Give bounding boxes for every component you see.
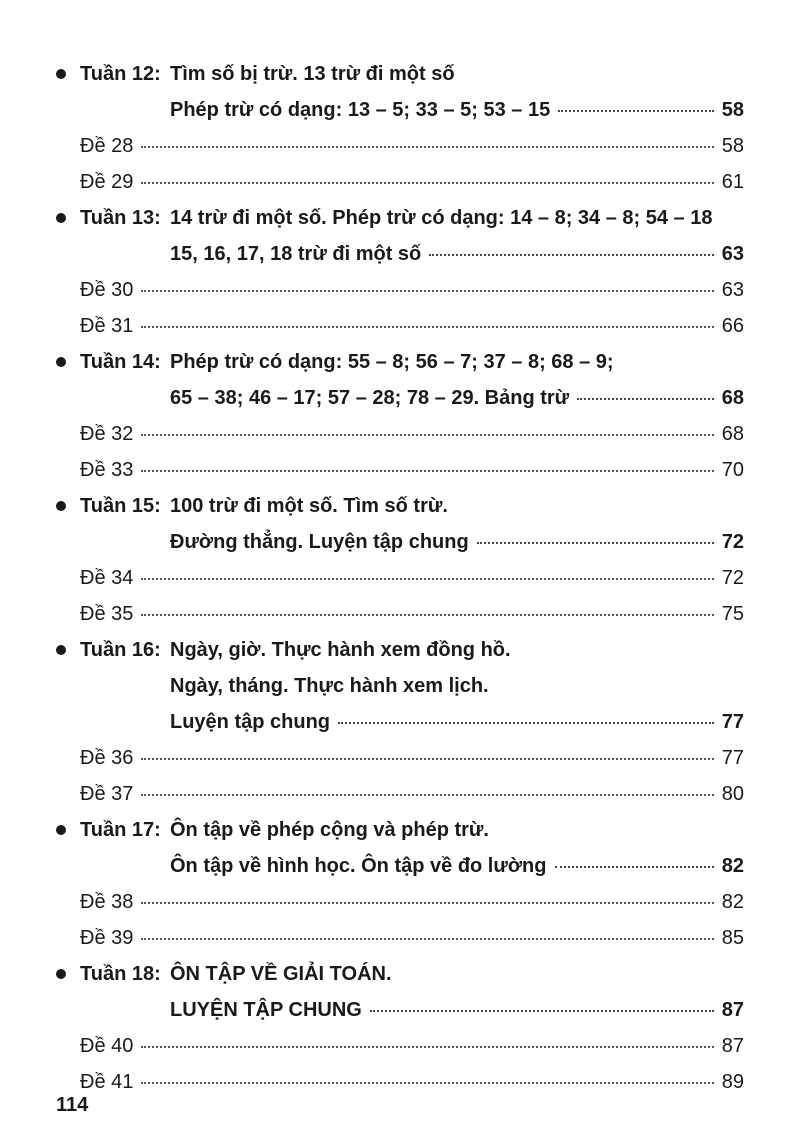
week-topic-text: Luyện tập chung [170,710,330,733]
week-topic-line [170,351,744,374]
bullet-icon [56,825,66,835]
week-topic-row [0,992,800,1028]
exam-entry [80,135,744,158]
week-topic-text: LUYỆN TẬP CHUNG [170,998,362,1021]
week-topic-line [170,243,744,266]
exam-entry [80,459,744,482]
dot-leader [477,542,714,544]
week-heading-row [0,200,800,236]
week-heading-row [0,344,800,380]
dot-leader [141,326,713,328]
exam-page-number: 66 [721,314,744,337]
week-topic-row [0,668,800,704]
exam-row [0,776,800,812]
page-number: 114 [56,1094,89,1116]
dot-leader [141,614,713,616]
bullet-icon [56,645,66,655]
bullet-icon [56,213,66,223]
week-topic-line [170,711,744,734]
week-section [0,200,800,344]
week-label: Tuần 15: [80,494,161,517]
week-topic-row [0,848,800,884]
week-heading-row [0,632,800,668]
week-topic-text: ÔN TẬP VỀ GIẢI TOÁN. [170,962,392,985]
week-section [0,488,800,632]
dot-leader [558,110,714,112]
week-section [0,56,800,200]
exam-label: Đề 41 [80,1070,134,1093]
week-topic-line [170,819,744,842]
exam-entry [80,423,744,446]
dot-leader [141,1046,713,1048]
exam-row [0,920,800,956]
exam-page-number: 63 [721,278,744,301]
exam-page-number: 58 [721,134,744,157]
week-topic-line [170,639,744,662]
week-topic-text: 14 trừ đi một số. Phép trừ có dạng: 14 – 8; 34 – 8; 54 – 18 [170,206,713,229]
exam-entry [80,1071,744,1094]
bullet-icon [56,69,66,79]
week-topic-line [170,999,744,1022]
dot-leader [555,866,714,868]
week-topic-row [0,92,800,128]
week-topic-text: Ôn tập về hình học. Ôn tập về đo lường [170,854,547,877]
exam-row [0,272,800,308]
week-topic-line [170,387,744,410]
week-label: Tuần 16: [80,638,161,661]
exam-page-number: 75 [721,602,744,625]
exam-page-number: 85 [721,926,744,949]
dot-leader [338,722,714,724]
week-topic-text: Ngày, tháng. Thực hành xem lịch. [170,674,489,697]
exam-label: Đề 28 [80,134,134,157]
exam-label: Đề 35 [80,602,134,625]
week-topic-text: Tìm số bị trừ. 13 trừ đi một số [170,62,455,85]
week-topic-line [170,99,744,122]
week-topic-text: 65 – 38; 46 – 17; 57 – 28; 78 – 29. Bảng trừ [170,386,570,409]
week-page-number: 77 [721,710,744,733]
week-label: Tuần 14: [80,350,161,373]
exam-row [0,1028,800,1064]
table-of-contents [0,56,800,1100]
week-topic-text: 100 trừ đi một số. Tìm số trừ. [170,494,448,517]
exam-label: Đề 30 [80,278,134,301]
week-section [0,956,800,1100]
week-label: Tuần 17: [80,818,161,841]
exam-page-number: 82 [721,890,744,913]
week-topic-text: 15, 16, 17, 18 trừ đi một số [170,242,422,265]
dot-leader [141,794,713,796]
exam-row [0,416,800,452]
week-section [0,812,800,956]
exam-page-number: 68 [721,422,744,445]
dot-leader [141,182,713,184]
exam-page-number: 61 [721,170,744,193]
dot-leader [429,254,714,256]
exam-page-number: 89 [721,1070,744,1093]
exam-entry [80,891,744,914]
week-heading-row [0,812,800,848]
bullet-icon [56,357,66,367]
week-section [0,632,800,812]
exam-label: Đề 31 [80,314,134,337]
week-topic-line [170,855,744,878]
week-topic-text: Phép trừ có dạng: 13 – 5; 33 – 5; 53 – 15 [170,98,551,121]
exam-row [0,128,800,164]
week-heading-row [0,956,800,992]
exam-page-number: 80 [721,782,744,805]
exam-row [0,740,800,776]
week-topic-line [170,531,744,554]
week-heading-row [0,488,800,524]
week-topic-line [170,63,744,86]
week-page-number: 72 [721,530,744,553]
week-section [0,344,800,488]
exam-label: Đề 40 [80,1034,134,1057]
week-page-number: 82 [721,854,744,877]
week-page-number: 87 [721,998,744,1021]
week-topic-text: Đường thẳng. Luyện tập chung [170,530,469,553]
week-page-number: 63 [721,242,744,265]
week-topic-row [0,236,800,272]
exam-entry [80,927,744,950]
exam-row [0,308,800,344]
dot-leader [141,470,713,472]
week-topic-text: Ngày, giờ. Thực hành xem đồng hồ. [170,638,511,661]
week-topic-line [170,675,744,698]
week-label: Tuần 18: [80,962,161,985]
exam-label: Đề 29 [80,170,134,193]
week-topic-line [170,207,744,230]
week-topic-line [170,495,744,518]
dot-leader [577,398,714,400]
exam-label: Đề 34 [80,566,134,589]
exam-row [0,884,800,920]
dot-leader [141,290,713,292]
exam-label: Đề 38 [80,890,134,913]
exam-label: Đề 39 [80,926,134,949]
exam-row [0,164,800,200]
dot-leader [141,578,713,580]
dot-leader [141,146,713,148]
exam-entry [80,1035,744,1058]
dot-leader [370,1010,714,1012]
week-topic-row [0,524,800,560]
week-topic-text: Phép trừ có dạng: 55 – 8; 56 – 7; 37 – 8; 68 – 9; [170,350,614,373]
bullet-icon [56,501,66,511]
dot-leader [141,938,713,940]
dot-leader [141,758,713,760]
week-label: Tuần 13: [80,206,161,229]
exam-label: Đề 33 [80,458,134,481]
exam-page-number: 87 [721,1034,744,1057]
dot-leader [141,434,713,436]
week-heading-row [0,56,800,92]
week-topic-row [0,704,800,740]
week-topic-text: Ôn tập về phép cộng và phép trừ. [170,818,489,841]
week-topic-row [0,380,800,416]
exam-page-number: 70 [721,458,744,481]
exam-entry [80,567,744,590]
exam-row [0,1064,800,1100]
week-page-number: 58 [721,98,744,121]
exam-row [0,596,800,632]
exam-label: Đề 32 [80,422,134,445]
exam-entry [80,171,744,194]
week-label: Tuần 12: [80,62,161,85]
dot-leader [141,1082,713,1084]
exam-entry [80,747,744,770]
exam-row [0,560,800,596]
exam-page-number: 77 [721,746,744,769]
exam-page-number: 72 [721,566,744,589]
exam-entry [80,603,744,626]
exam-entry [80,279,744,302]
exam-entry [80,783,744,806]
week-page-number: 68 [721,386,744,409]
bullet-icon [56,969,66,979]
exam-entry [80,315,744,338]
week-topic-line [170,963,744,986]
dot-leader [141,902,713,904]
exam-row [0,452,800,488]
exam-label: Đề 37 [80,782,134,805]
exam-label: Đề 36 [80,746,134,769]
